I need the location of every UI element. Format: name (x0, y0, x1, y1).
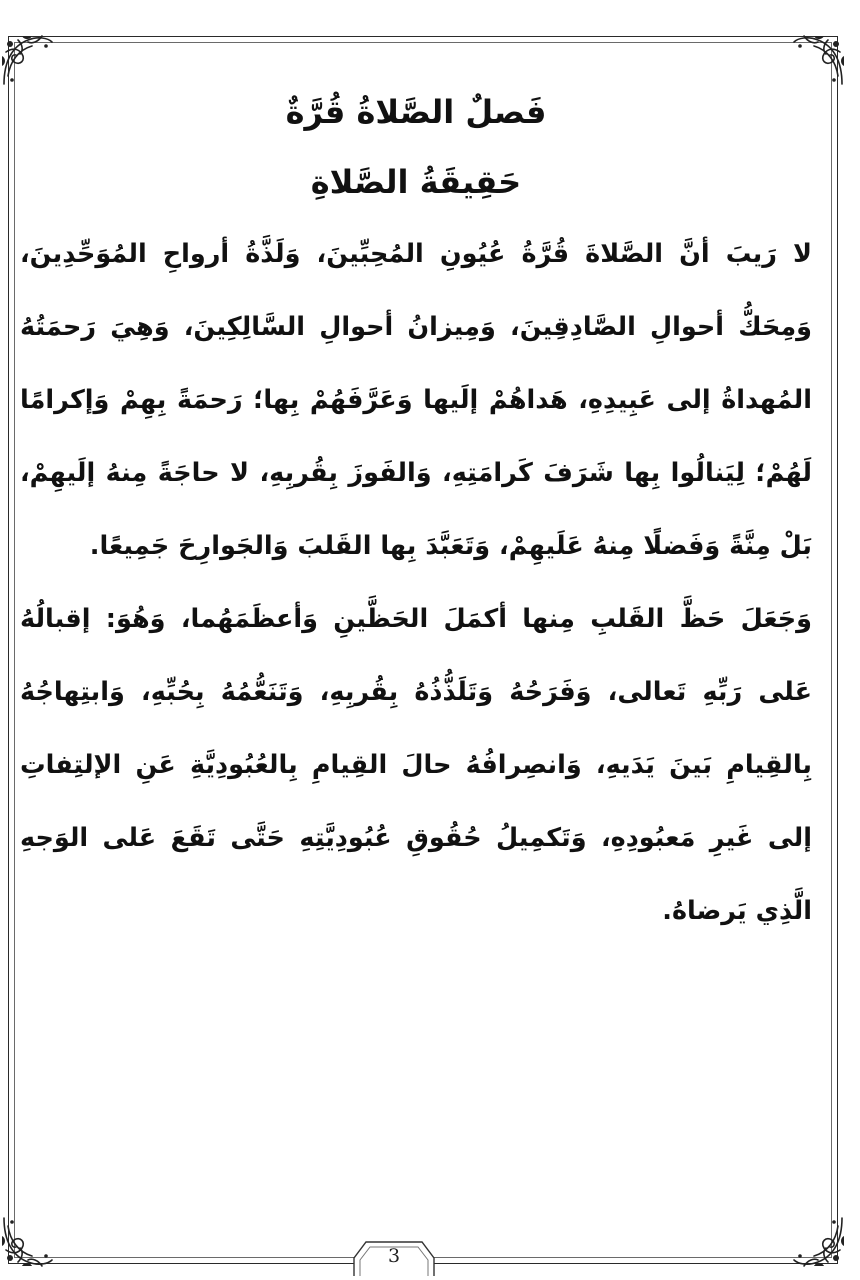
page-number: 3 (387, 1245, 401, 1267)
body-paragraph: لا رَيبَ أنَّ الصَّلاةَ قُرَّةُ عُيُونِ المُحِبِّينَ، وَلَذَّةُ أرواحِ المُوَحِّدِينَ، وَمِحَكُّ أحوالِ الصَّادِقِينَ، وَمِيزانُ أحوالِ السَّالِكِينَ، وَهِيَ رَحمَتُهُ المُهداةُ إلى عَبِيدِهِ، هَداهُمْ إلَيها وَعَرَّفَهُمْ بِها؛ رَحمَةً بِهِمْ وَإكرامًا لَهُمْ؛ لِيَنالُوا بِها شَرَفَ كَرامَتِهِ، وَالفَوزَ بِقُربِهِ، لا حاجَةً مِنهُ إلَيهِمْ، بَلْ مِنَّةً وَفَضلًا مِنهُ عَلَيهِمْ، وَتَعَبَّدَ بِها القَلبَ وَالجَوارِحَ جَمِيعًا. (20, 239, 812, 561)
corner-ornament-bottom-right (790, 1212, 848, 1270)
section-title: حَقِيقَةُ الصَّلاةِ (310, 163, 522, 201)
corner-ornament-top-right (790, 32, 848, 90)
corner-ornament-top-left (0, 32, 56, 90)
corner-ornament-bottom-left (0, 1212, 56, 1270)
page-content (20, 84, 812, 948)
chapter-title: فَصلٌ الصَّلاةُ قُرَّةٌ (285, 93, 547, 131)
body-paragraph: وَجَعَلَ حَظَّ القَلبِ مِنها أكمَلَ الحَظَّينِ وَأعظَمَهُما، وَهُوَ: إقبالُهُ عَلى رَبِّهِ تَعالى، وَفَرَحُهُ وَتَلَذُّذُهُ بِقُربِهِ، وَتَنَعُّمُهُ بِحُبِّهِ، وَابتِهاجُهُ بِالقِيامِ بَينَ يَدَيهِ، وَانصِرافُهُ حالَ القِيامِ بِالعُبُودِيَّةِ عَنِ الإلتِفاتِ إلى غَيرِ مَعبُودِهِ، وَتَكمِيلُ حُقُوقِ عُبُودِيَّتِهِ حَتَّى تَقَعَ عَلى الوَجهِ الَّذِي يَرضاهُ. (20, 604, 812, 926)
page-number-frame (352, 1236, 436, 1276)
